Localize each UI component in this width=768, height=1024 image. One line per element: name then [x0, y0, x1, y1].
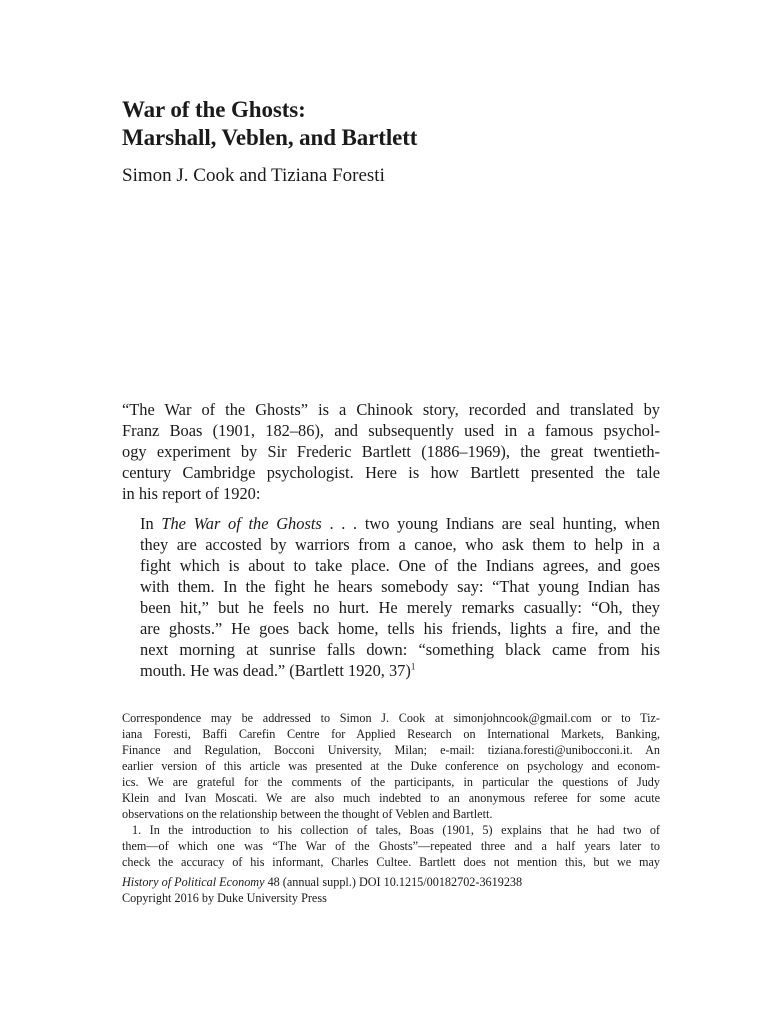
footnotes [122, 710, 660, 870]
intro-line: in his report of 1920: [122, 484, 261, 503]
quote-line: with them. In the fight he hears somebody say: “That young Indian has [140, 577, 660, 596]
quote-first-line-rest: . . . two young Indians are seal hunting, when [321, 514, 660, 533]
quote-line: are ghosts.” He goes back home, tells his friends, lights a fire, and the [140, 619, 660, 638]
correspondence-line: Finance and Regulation, Bocconi University, Milan; e-mail: tiziana.foresti@unibocconi.it. An [122, 743, 660, 757]
journal-info [122, 874, 660, 906]
journal-citation [122, 874, 660, 890]
title-line-2: Marshall, Veblen, and Bartlett [122, 125, 418, 150]
quote-lead: In [140, 514, 162, 533]
copyright-notice: Copyright 2016 by Duke University Press [122, 891, 327, 905]
correspondence-line: iana Foresti, Baffi Carefin Centre for Applied Research on International Markets, Banking, [122, 727, 660, 741]
quote-line: been hit,” but he feels no hurt. He merely remarks casually: “Oh, they [140, 598, 660, 617]
footnote-1-line: 1. In the introduction to his collection of tales, Boas (1901, 5) explains that he had two of [132, 823, 660, 837]
article-authors: Simon J. Cook and Tiziana Foresti [122, 165, 385, 186]
quote-italic-title: The War of the Ghosts [161, 514, 322, 533]
quote-line: next morning at sunrise falls down: “something black came from his [140, 640, 660, 659]
intro-line: “The War of the Ghosts” is a Chinook story, recorded and translated by [122, 400, 660, 419]
footnote-1-line: them—of which one was “The War of the Ghosts”—repeated three and a half years later to [122, 839, 660, 853]
correspondence-line: earlier version of this article was presented at the Duke conference on psychology and econom- [122, 759, 660, 773]
footnote-marker[interactable]: 1 [410, 661, 416, 672]
quote-line: they are accosted by warriors from a canoe, who ask them to help in a [140, 535, 660, 554]
article-header [122, 96, 662, 188]
correspondence-line: ics. We are grateful for the comments of the participants, in particular the questions of Judy [122, 775, 660, 789]
footnote-1-line: check the accuracy of his informant, Charles Cultee. Bartlett does not mention this, but we may [122, 855, 660, 869]
intro-line: century Cambridge psychologist. Here is how Bartlett presented the tale [122, 463, 660, 482]
quote-line: fight which is about to take place. One of the Indians agrees, and goes [140, 556, 660, 575]
intro-line: ogy experiment by Sir Frederic Bartlett (1886–1969), the great twentieth- [122, 442, 660, 461]
journal-name: History of Political Economy [122, 875, 265, 889]
quote-line [140, 660, 660, 681]
intro-text [122, 399, 660, 504]
intro-paragraph [122, 399, 660, 504]
block-quote [140, 513, 660, 681]
journal-details: 48 (annual suppl.) DOI 10.1215/00182702-3619238 [264, 875, 523, 889]
correspondence-line: Correspondence may be addressed to Simon J. Cook at simonjohncook@gmail.com or to Tiz- [122, 711, 660, 725]
quote-line [140, 513, 660, 534]
intro-line: Franz Boas (1901, 182–86), and subsequently used in a famous psychol- [122, 421, 660, 440]
correspondence-line: observations on the relationship between the thought of Veblen and Bartlett. [122, 807, 493, 821]
article-title [122, 96, 662, 152]
title-line-1: War of the Ghosts: [122, 97, 306, 122]
correspondence-line: Klein and Ivan Moscati. We are also much indebted to an anonymous referee for some acute [122, 791, 660, 805]
quote-last-line: mouth. He was dead.” (Bartlett 1920, 37) [140, 661, 411, 680]
